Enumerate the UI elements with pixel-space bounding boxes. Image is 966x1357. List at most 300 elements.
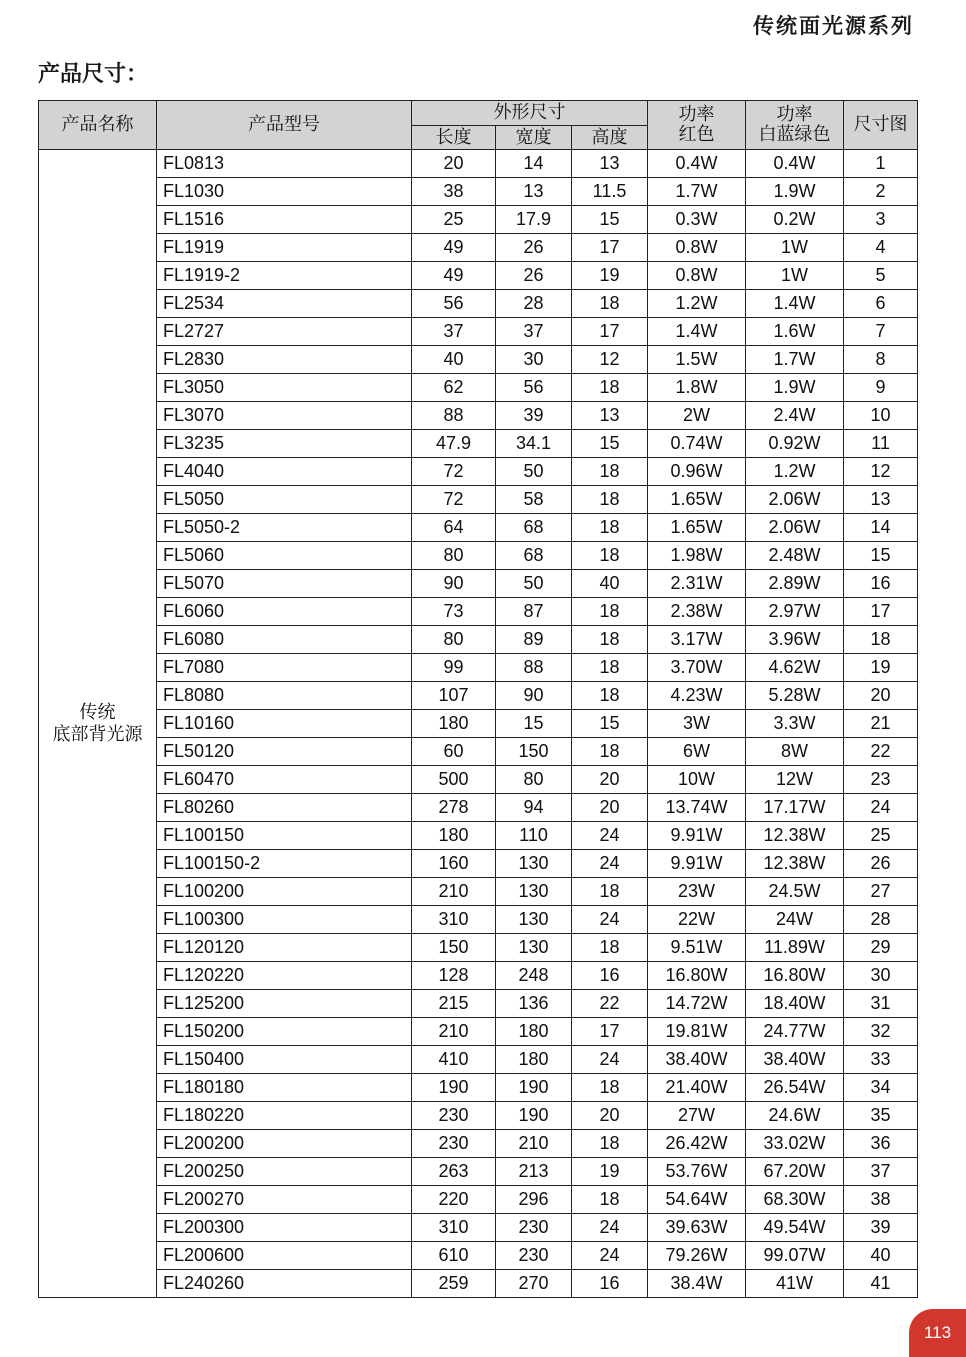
cell-diagram: 11: [844, 430, 918, 458]
cell-power-red: 13.74W: [648, 794, 746, 822]
cell-length: 64: [412, 514, 496, 542]
cell-power-red: 0.3W: [648, 206, 746, 234]
cell-model: FL1516: [157, 206, 412, 234]
cell-power-red: 1.65W: [648, 486, 746, 514]
table-row: [39, 990, 918, 1018]
cell-length: 72: [412, 486, 496, 514]
cell-height: 15: [572, 206, 648, 234]
cell-height: 15: [572, 710, 648, 738]
cell-model: FL2727: [157, 318, 412, 346]
cell-height: 20: [572, 794, 648, 822]
cell-power-wbg: 5.28W: [746, 682, 844, 710]
cell-height: 19: [572, 1158, 648, 1186]
cell-height: 18: [572, 486, 648, 514]
cell-length: 60: [412, 738, 496, 766]
cell-diagram: 26: [844, 850, 918, 878]
category-line1: 传统: [79, 701, 116, 723]
table-row: [39, 458, 918, 486]
cell-power-wbg: 0.2W: [746, 206, 844, 234]
cell-height: 20: [572, 766, 648, 794]
cell-width: 30: [496, 346, 572, 374]
cell-length: 49: [412, 234, 496, 262]
cell-length: 190: [412, 1074, 496, 1102]
cell-height: 19: [572, 262, 648, 290]
cell-length: 215: [412, 990, 496, 1018]
cell-width: 50: [496, 458, 572, 486]
cell-model: FL3235: [157, 430, 412, 458]
cell-diagram: 16: [844, 570, 918, 598]
table-row: [39, 1158, 918, 1186]
header-product-model: 产品型号: [157, 101, 412, 150]
cell-length: 72: [412, 458, 496, 486]
header-power-red: [648, 101, 746, 150]
cell-width: 190: [496, 1074, 572, 1102]
cell-length: 410: [412, 1046, 496, 1074]
cell-width: 190: [496, 1102, 572, 1130]
cell-diagram: 5: [844, 262, 918, 290]
cell-length: 210: [412, 878, 496, 906]
cell-power-wbg: 99.07W: [746, 1242, 844, 1270]
cell-power-red: 2.31W: [648, 570, 746, 598]
cell-power-wbg: 4.62W: [746, 654, 844, 682]
cell-length: 278: [412, 794, 496, 822]
cell-power-wbg: 1W: [746, 234, 844, 262]
cell-model: FL200270: [157, 1186, 412, 1214]
cell-model: FL200200: [157, 1130, 412, 1158]
cell-power-red: 21.40W: [648, 1074, 746, 1102]
series-title: 传统面光源系列: [753, 14, 914, 38]
cell-power-wbg: 11.89W: [746, 934, 844, 962]
cell-diagram: 1: [844, 150, 918, 178]
cell-model: FL5060: [157, 542, 412, 570]
cell-height: 40: [572, 570, 648, 598]
cell-length: 88: [412, 402, 496, 430]
cell-width: 89: [496, 626, 572, 654]
table-row: [39, 710, 918, 738]
cell-height: 18: [572, 374, 648, 402]
cell-height: 18: [572, 738, 648, 766]
table-row: [39, 878, 918, 906]
cell-diagram: 12: [844, 458, 918, 486]
table-row: [39, 206, 918, 234]
cell-length: 230: [412, 1102, 496, 1130]
cell-diagram: 17: [844, 598, 918, 626]
cell-length: 160: [412, 850, 496, 878]
cell-diagram: 34: [844, 1074, 918, 1102]
cell-length: 610: [412, 1242, 496, 1270]
table-row: [39, 654, 918, 682]
header-width: 宽度: [496, 126, 572, 150]
cell-power-wbg: 41W: [746, 1270, 844, 1298]
cell-diagram: 23: [844, 766, 918, 794]
cell-power-wbg: 1.6W: [746, 318, 844, 346]
cell-power-red: 3.17W: [648, 626, 746, 654]
cell-power-wbg: 38.40W: [746, 1046, 844, 1074]
table-row: [39, 794, 918, 822]
cell-power-red: 53.76W: [648, 1158, 746, 1186]
cell-width: 213: [496, 1158, 572, 1186]
cell-power-wbg: 67.20W: [746, 1158, 844, 1186]
cell-model: FL7080: [157, 654, 412, 682]
cell-height: 18: [572, 934, 648, 962]
cell-power-wbg: 18.40W: [746, 990, 844, 1018]
cell-width: 87: [496, 598, 572, 626]
table-row: [39, 402, 918, 430]
cell-power-red: 22W: [648, 906, 746, 934]
cell-length: 150: [412, 934, 496, 962]
cell-power-wbg: 0.4W: [746, 150, 844, 178]
cell-power-red: 3.70W: [648, 654, 746, 682]
cell-length: 62: [412, 374, 496, 402]
cell-model: FL80260: [157, 794, 412, 822]
cell-height: 17: [572, 1018, 648, 1046]
cell-power-red: 54.64W: [648, 1186, 746, 1214]
cell-width: 248: [496, 962, 572, 990]
cell-height: 18: [572, 542, 648, 570]
cell-width: 17.9: [496, 206, 572, 234]
cell-height: 24: [572, 1046, 648, 1074]
page-number-badge: 113: [909, 1309, 966, 1357]
cell-power-wbg: 1.9W: [746, 374, 844, 402]
table-row: [39, 1102, 918, 1130]
cell-model: FL1919: [157, 234, 412, 262]
cell-model: FL100300: [157, 906, 412, 934]
cell-power-red: 2.38W: [648, 598, 746, 626]
cell-diagram: 6: [844, 290, 918, 318]
cell-length: 37: [412, 318, 496, 346]
cell-diagram: 7: [844, 318, 918, 346]
cell-diagram: 14: [844, 514, 918, 542]
cell-power-red: 27W: [648, 1102, 746, 1130]
cell-power-red: 2W: [648, 402, 746, 430]
cell-height: 22: [572, 990, 648, 1018]
cell-height: 11.5: [572, 178, 648, 206]
cell-power-wbg: 12W: [746, 766, 844, 794]
table-row: [39, 542, 918, 570]
cell-model: FL100150: [157, 822, 412, 850]
cell-model: FL5070: [157, 570, 412, 598]
table-row: [39, 1018, 918, 1046]
cell-width: 15: [496, 710, 572, 738]
cell-power-red: 19.81W: [648, 1018, 746, 1046]
cell-power-wbg: 49.54W: [746, 1214, 844, 1242]
cell-height: 17: [572, 318, 648, 346]
cell-power-red: 4.23W: [648, 682, 746, 710]
header-length: 长度: [412, 126, 496, 150]
cell-model: FL100150-2: [157, 850, 412, 878]
cell-power-red: 1.4W: [648, 318, 746, 346]
cell-model: FL5050: [157, 486, 412, 514]
cell-height: 24: [572, 906, 648, 934]
cell-length: 259: [412, 1270, 496, 1298]
cell-model: FL125200: [157, 990, 412, 1018]
cell-power-red: 1.65W: [648, 514, 746, 542]
table-body: [39, 150, 918, 1298]
cell-length: 20: [412, 150, 496, 178]
cell-diagram: 38: [844, 1186, 918, 1214]
section-title: 产品尺寸：: [38, 62, 149, 87]
cell-height: 18: [572, 626, 648, 654]
cell-power-wbg: 3.96W: [746, 626, 844, 654]
cell-width: 56: [496, 374, 572, 402]
cell-power-wbg: 16.80W: [746, 962, 844, 990]
table-row: [39, 570, 918, 598]
cell-length: 263: [412, 1158, 496, 1186]
table-row: [39, 318, 918, 346]
cell-length: 107: [412, 682, 496, 710]
cell-height: 20: [572, 1102, 648, 1130]
cell-height: 13: [572, 402, 648, 430]
cell-width: 50: [496, 570, 572, 598]
cell-power-wbg: 24.5W: [746, 878, 844, 906]
cell-diagram: 25: [844, 822, 918, 850]
cell-diagram: 3: [844, 206, 918, 234]
cell-power-red: 38.4W: [648, 1270, 746, 1298]
cell-diagram: 21: [844, 710, 918, 738]
cell-height: 24: [572, 822, 648, 850]
cell-height: 17: [572, 234, 648, 262]
table-row: [39, 682, 918, 710]
table-row: [39, 514, 918, 542]
header-height: 高度: [572, 126, 648, 150]
cell-height: 18: [572, 878, 648, 906]
cell-diagram: 41: [844, 1270, 918, 1298]
cell-power-red: 1.5W: [648, 346, 746, 374]
cell-length: 90: [412, 570, 496, 598]
cell-power-red: 1.98W: [648, 542, 746, 570]
table-row: [39, 934, 918, 962]
cell-width: 130: [496, 850, 572, 878]
cell-model: FL10160: [157, 710, 412, 738]
cell-model: FL200300: [157, 1214, 412, 1242]
cell-model: FL180180: [157, 1074, 412, 1102]
cell-width: 58: [496, 486, 572, 514]
cell-power-red: 0.8W: [648, 234, 746, 262]
cell-power-red: 23W: [648, 878, 746, 906]
cell-power-wbg: 24.6W: [746, 1102, 844, 1130]
cell-length: 80: [412, 542, 496, 570]
cell-diagram: 28: [844, 906, 918, 934]
cell-power-wbg: 2.48W: [746, 542, 844, 570]
cell-diagram: 29: [844, 934, 918, 962]
table-row: [39, 234, 918, 262]
cell-diagram: 33: [844, 1046, 918, 1074]
cell-width: 210: [496, 1130, 572, 1158]
cell-power-red: 39.63W: [648, 1214, 746, 1242]
table-row: [39, 850, 918, 878]
cell-width: 130: [496, 906, 572, 934]
cell-model: FL0813: [157, 150, 412, 178]
table-row: [39, 766, 918, 794]
cell-width: 296: [496, 1186, 572, 1214]
cell-power-red: 79.26W: [648, 1242, 746, 1270]
cell-width: 80: [496, 766, 572, 794]
cell-width: 150: [496, 738, 572, 766]
cell-length: 80: [412, 626, 496, 654]
cell-diagram: 24: [844, 794, 918, 822]
cell-diagram: 37: [844, 1158, 918, 1186]
table-row: [39, 430, 918, 458]
cell-height: 18: [572, 654, 648, 682]
cell-power-wbg: 1.2W: [746, 458, 844, 486]
cell-power-red: 16.80W: [648, 962, 746, 990]
cell-diagram: 4: [844, 234, 918, 262]
cell-height: 13: [572, 150, 648, 178]
cell-power-red: 0.96W: [648, 458, 746, 486]
cell-model: FL4040: [157, 458, 412, 486]
table-row: [39, 290, 918, 318]
category-cell: [39, 150, 157, 1298]
cell-power-wbg: 3.3W: [746, 710, 844, 738]
cell-length: 38: [412, 178, 496, 206]
cell-width: 13: [496, 178, 572, 206]
cell-diagram: 2: [844, 178, 918, 206]
cell-model: FL2534: [157, 290, 412, 318]
cell-height: 24: [572, 1242, 648, 1270]
cell-height: 18: [572, 1074, 648, 1102]
cell-model: FL60470: [157, 766, 412, 794]
cell-length: 128: [412, 962, 496, 990]
cell-power-wbg: 2.89W: [746, 570, 844, 598]
cell-power-red: 0.74W: [648, 430, 746, 458]
table-row: [39, 906, 918, 934]
cell-length: 40: [412, 346, 496, 374]
cell-power-red: 1.2W: [648, 290, 746, 318]
header-diagram: 尺寸图: [844, 101, 918, 150]
cell-width: 180: [496, 1018, 572, 1046]
cell-power-red: 9.91W: [648, 850, 746, 878]
cell-length: 25: [412, 206, 496, 234]
cell-power-wbg: 24.77W: [746, 1018, 844, 1046]
cell-diagram: 8: [844, 346, 918, 374]
cell-model: FL180220: [157, 1102, 412, 1130]
cell-model: FL3070: [157, 402, 412, 430]
cell-height: 24: [572, 1214, 648, 1242]
cell-diagram: 40: [844, 1242, 918, 1270]
cell-model: FL120120: [157, 934, 412, 962]
cell-power-wbg: 2.06W: [746, 486, 844, 514]
table-row: [39, 262, 918, 290]
cell-width: 110: [496, 822, 572, 850]
table-row: [39, 1074, 918, 1102]
table-row: [39, 178, 918, 206]
cell-model: FL8080: [157, 682, 412, 710]
table-row: [39, 346, 918, 374]
cell-power-red: 1.7W: [648, 178, 746, 206]
cell-power-red: 3W: [648, 710, 746, 738]
table-row: [39, 1242, 918, 1270]
cell-model: FL120220: [157, 962, 412, 990]
cell-diagram: 36: [844, 1130, 918, 1158]
cell-power-wbg: 24W: [746, 906, 844, 934]
cell-height: 18: [572, 290, 648, 318]
cell-diagram: 22: [844, 738, 918, 766]
cell-diagram: 20: [844, 682, 918, 710]
category-line2: 底部背光源: [52, 723, 143, 745]
cell-diagram: 35: [844, 1102, 918, 1130]
product-spec-table: [38, 100, 918, 1298]
cell-length: 220: [412, 1186, 496, 1214]
cell-power-wbg: 2.4W: [746, 402, 844, 430]
table-row: [39, 1130, 918, 1158]
cell-width: 88: [496, 654, 572, 682]
table-row: [39, 598, 918, 626]
cell-height: 18: [572, 514, 648, 542]
cell-model: FL1919-2: [157, 262, 412, 290]
cell-width: 130: [496, 878, 572, 906]
cell-diagram: 27: [844, 878, 918, 906]
cell-width: 230: [496, 1242, 572, 1270]
cell-diagram: 39: [844, 1214, 918, 1242]
cell-power-wbg: 12.38W: [746, 822, 844, 850]
cell-height: 16: [572, 962, 648, 990]
table-row: [39, 962, 918, 990]
cell-height: 16: [572, 1270, 648, 1298]
cell-model: FL50120: [157, 738, 412, 766]
cell-model: FL1030: [157, 178, 412, 206]
cell-power-red: 6W: [648, 738, 746, 766]
cell-length: 49: [412, 262, 496, 290]
cell-diagram: 30: [844, 962, 918, 990]
cell-power-wbg: 8W: [746, 738, 844, 766]
cell-diagram: 31: [844, 990, 918, 1018]
cell-power-wbg: 1W: [746, 262, 844, 290]
cell-power-wbg: 17.17W: [746, 794, 844, 822]
cell-length: 56: [412, 290, 496, 318]
cell-diagram: 10: [844, 402, 918, 430]
cell-model: FL6060: [157, 598, 412, 626]
table-row: [39, 738, 918, 766]
cell-height: 15: [572, 430, 648, 458]
cell-width: 68: [496, 542, 572, 570]
cell-height: 18: [572, 458, 648, 486]
cell-power-wbg: 33.02W: [746, 1130, 844, 1158]
cell-height: 12: [572, 346, 648, 374]
header-dimensions: 外形尺寸: [412, 101, 648, 126]
cell-power-red: 0.8W: [648, 262, 746, 290]
cell-width: 136: [496, 990, 572, 1018]
cell-model: FL6080: [157, 626, 412, 654]
cell-diagram: 13: [844, 486, 918, 514]
table-row: [39, 1270, 918, 1298]
cell-width: 94: [496, 794, 572, 822]
header-power-red-line1: 功率: [678, 104, 715, 125]
cell-length: 47.9: [412, 430, 496, 458]
cell-power-red: 9.91W: [648, 822, 746, 850]
cell-length: 73: [412, 598, 496, 626]
cell-width: 90: [496, 682, 572, 710]
cell-model: FL200600: [157, 1242, 412, 1270]
table-row: [39, 1186, 918, 1214]
cell-power-wbg: 2.06W: [746, 514, 844, 542]
table-row: [39, 1214, 918, 1242]
cell-power-wbg: 0.92W: [746, 430, 844, 458]
cell-power-red: 26.42W: [648, 1130, 746, 1158]
cell-model: FL240260: [157, 1270, 412, 1298]
cell-width: 34.1: [496, 430, 572, 458]
cell-power-wbg: 68.30W: [746, 1186, 844, 1214]
cell-power-wbg: 1.9W: [746, 178, 844, 206]
cell-height: 18: [572, 682, 648, 710]
cell-height: 24: [572, 850, 648, 878]
cell-diagram: 9: [844, 374, 918, 402]
header-power-wbg: [746, 101, 844, 150]
cell-power-wbg: 26.54W: [746, 1074, 844, 1102]
cell-height: 18: [572, 598, 648, 626]
cell-power-red: 38.40W: [648, 1046, 746, 1074]
cell-model: FL100200: [157, 878, 412, 906]
cell-width: 26: [496, 234, 572, 262]
